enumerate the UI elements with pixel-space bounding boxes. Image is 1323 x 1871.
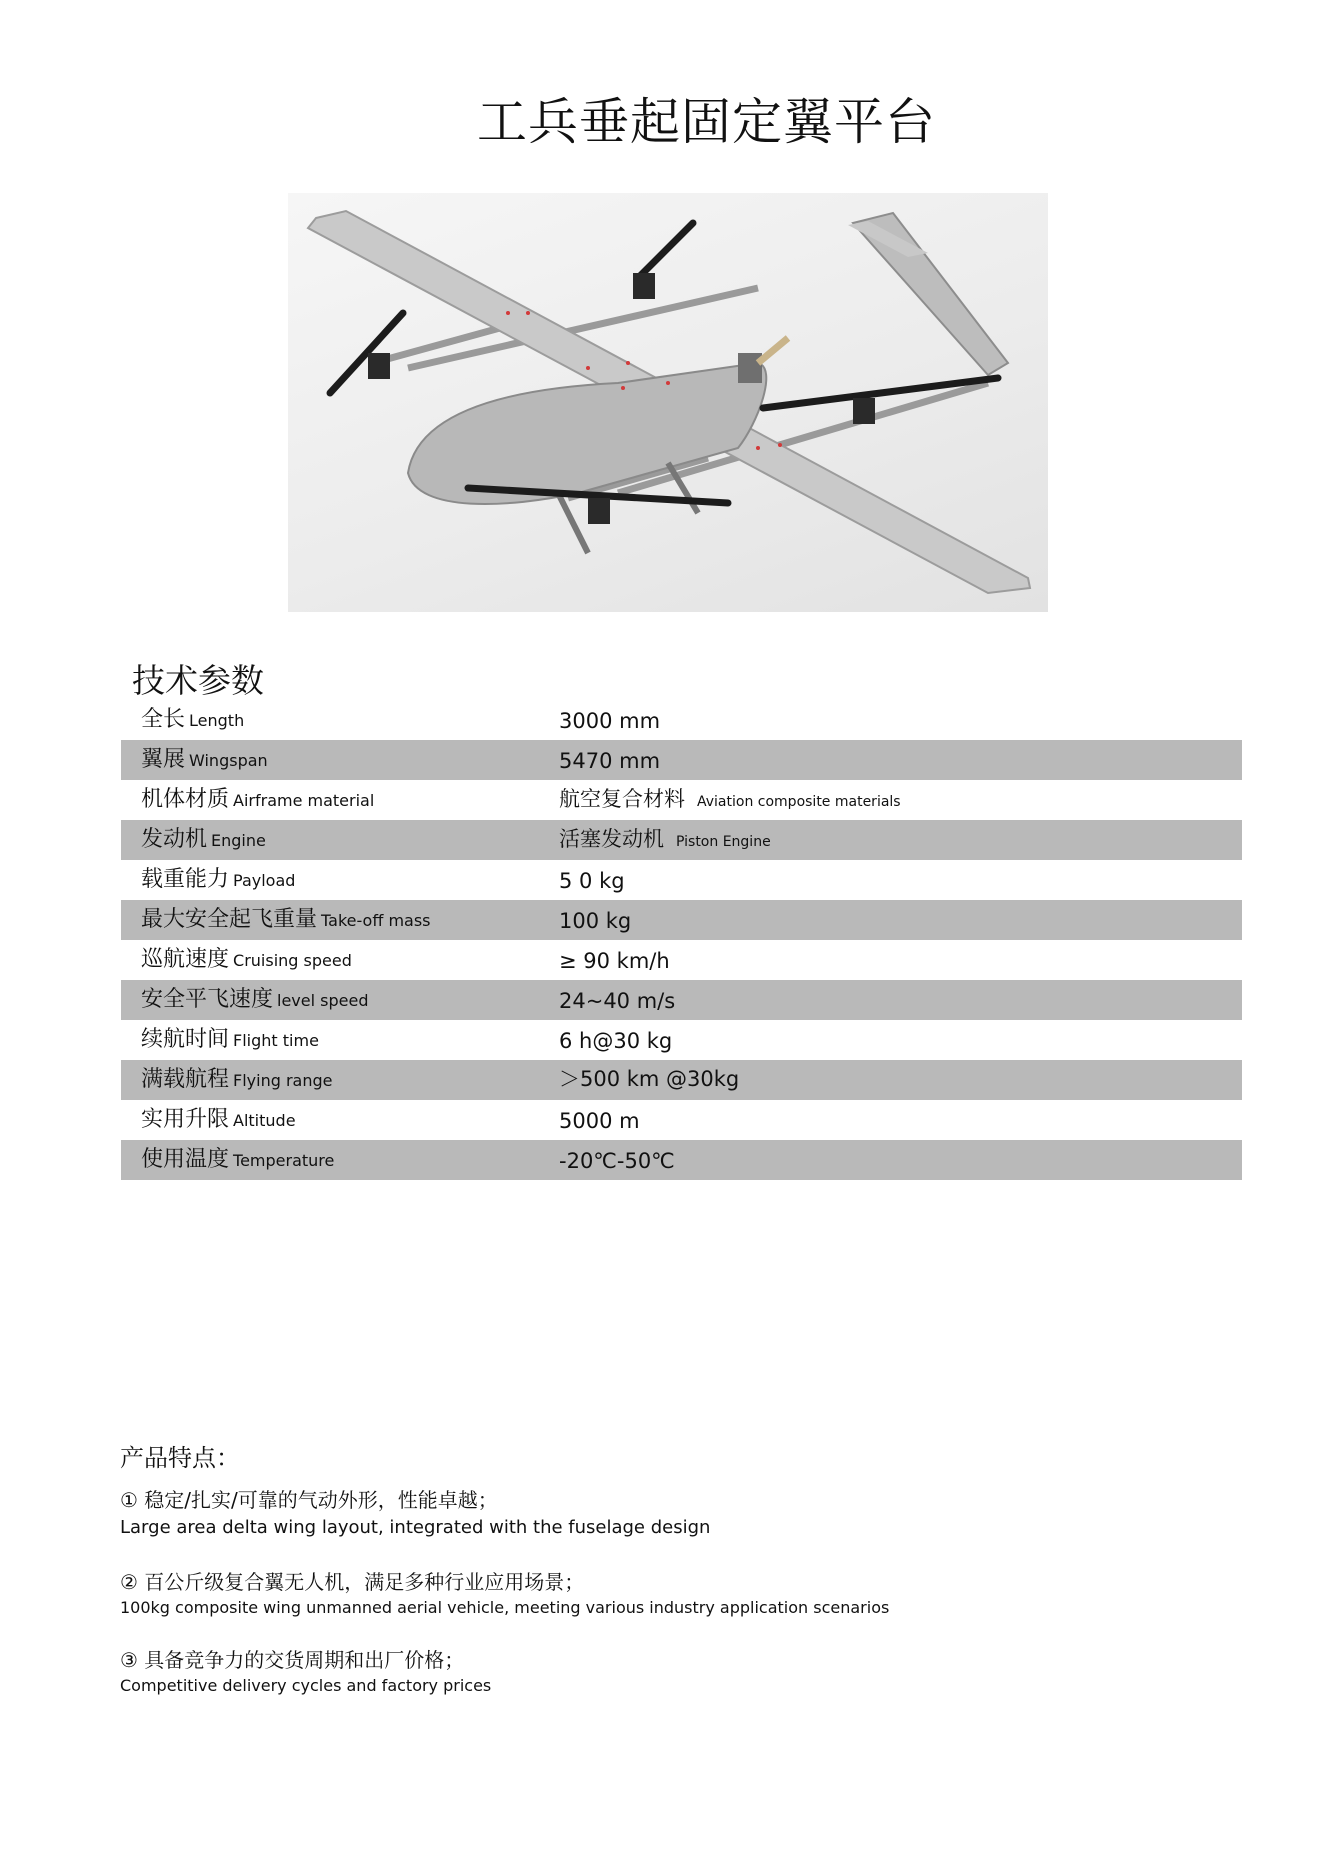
spec-value: 航空复合材料 Aviation composite materials (559, 787, 901, 811)
drone-illustration (288, 193, 1048, 612)
spec-name: 使用温度 Temperature (141, 1147, 335, 1172)
feature-en: Competitive delivery cycles and factory prices (120, 1676, 492, 1695)
spec-value: 5 0 kg (559, 869, 625, 893)
spec-name: 机体材质 Airframe material (141, 787, 375, 812)
spec-table (121, 700, 1242, 1180)
spec-row (121, 1140, 1242, 1180)
features-title: 产品特点： (120, 1444, 240, 1472)
feature-item (120, 1485, 1220, 1541)
spec-row (121, 780, 1242, 820)
feature-item (120, 1645, 1220, 1697)
spec-value: 5000 m (559, 1109, 640, 1133)
spec-row (121, 740, 1242, 780)
spec-value: ≥ 90 km/h (559, 949, 670, 973)
feature-zh: ① 稳定/扎实/可靠的气动外形，性能卓越； (120, 1488, 498, 1512)
document-title: 工兵垂起固定翼平台 (477, 93, 936, 151)
spec-row (121, 1100, 1242, 1140)
spec-value: 6 h@30 kg (559, 1029, 673, 1053)
feature-zh: ② 百公斤级复合翼无人机，满足多种行业应用场景； (120, 1570, 585, 1594)
spec-heading: 技术参数 (132, 661, 264, 700)
spec-value: 24~40 m/s (559, 989, 676, 1013)
spec-name: 翼展 Wingspan (141, 747, 268, 772)
spec-name: 全长 Length (141, 707, 245, 732)
feature-item (120, 1567, 1220, 1619)
spec-name: 巡航速度 Cruising speed (141, 947, 352, 972)
feature-en: Large area delta wing layout, integrated with the fuselage design (120, 1517, 711, 1538)
spec-value: 3000 mm (559, 709, 661, 733)
spec-row (121, 980, 1242, 1020)
spec-name: 最大安全起飞重量 Take-off mass (141, 907, 431, 932)
spec-row (121, 1060, 1242, 1100)
spec-name: 发动机 Engine (141, 827, 266, 852)
spec-value: 5470 mm (559, 749, 661, 773)
spec-row (121, 900, 1242, 940)
spec-value: -20℃-50℃ (559, 1149, 675, 1173)
spec-row (121, 700, 1242, 740)
feature-zh: ③ 具备竞争力的交货周期和出厂价格； (120, 1648, 465, 1672)
drone-photo (288, 193, 1048, 612)
spec-name: 续航时间 Flight time (141, 1027, 319, 1052)
spec-name: 实用升限 Altitude (141, 1107, 296, 1132)
spec-row (121, 820, 1242, 860)
spec-row (121, 1020, 1242, 1060)
spec-name: 载重能力 Payload (141, 867, 296, 892)
spec-name: 满载航程 Flying range (141, 1067, 333, 1092)
spec-value: 100 kg (559, 909, 632, 933)
spec-row (121, 860, 1242, 900)
spec-value: ＞500 km @30kg (559, 1067, 740, 1091)
feature-en: 100kg composite wing unmanned aerial vehicle, meeting various industry application scenarios (120, 1598, 890, 1617)
features-section (120, 1438, 1220, 1723)
spec-value: 活塞发动机 Piston Engine (559, 827, 771, 851)
spec-row (121, 940, 1242, 980)
spec-name: 安全平飞速度 level speed (141, 987, 369, 1012)
